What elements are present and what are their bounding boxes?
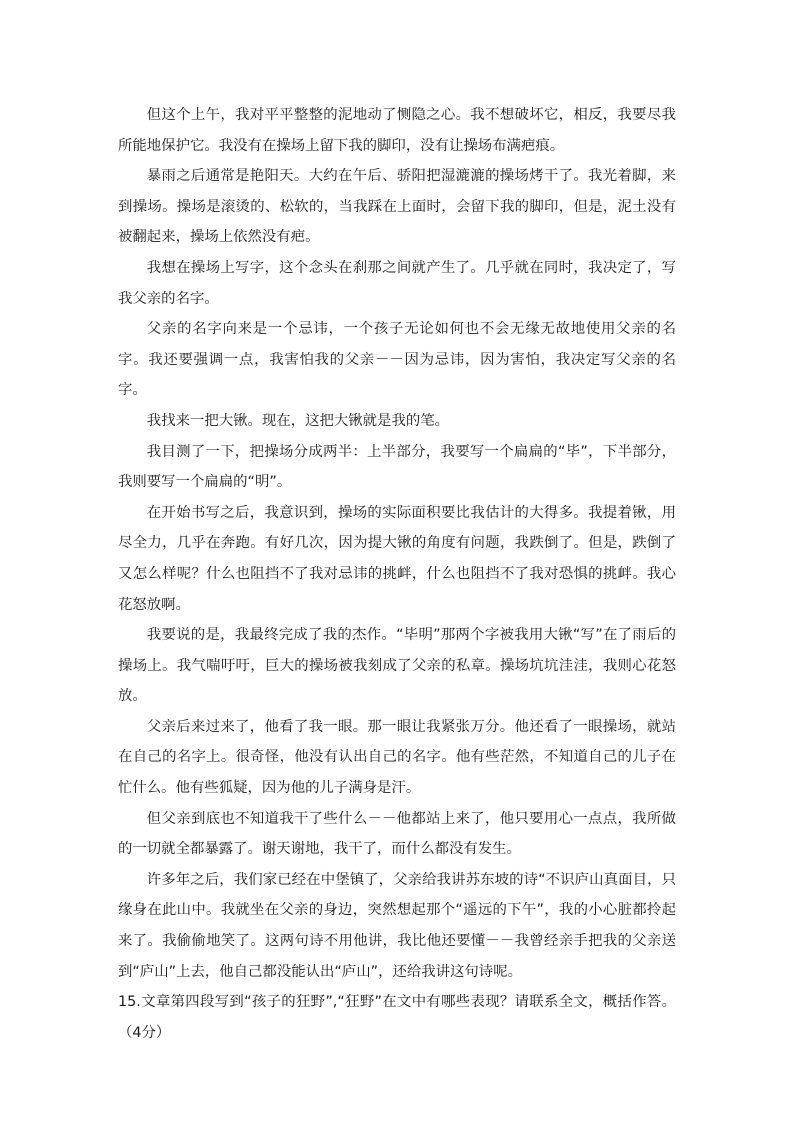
paragraph-10: 但父亲到底也不知道我干了些什么－－他都站上来了，他只要用心一点点，我所做的一切就全都暴露了。谢天谢地，我干了，而什么都没有发生。 — [118, 810, 676, 858]
paragraph-8: 我要说的是，我最终完成了我的杰作。“毕明”那两个字被我用大锹“写”在了雨后的操场上。我气喘吁吁，巨大的操场被我刻成了父亲的私章。操场坑坑洼洼，我则心花怒放。 — [118, 627, 676, 705]
document-body — [118, 100, 676, 1048]
paragraph-1: 但这个上午，我对平平整整的泥地动了恻隐之心。我不想破坏它，相反，我要尽我所能地保护它。我没有在操场上留下我的脚印，没有让操场布满疤痕。 — [118, 107, 676, 154]
paragraph-11: 许多年之后，我们家已经在中堡镇了，父亲给我讲苏东坡的诗“不识庐山真面目，只缘身在此山中。我就坐在父亲的身边，突然想起那个“遥远的下午”，我的小心脏都拎起来了。我偷偷地笑了。这两句诗不用他讲，我比他还要懂－－我曾经亲手把我的父亲送到“庐山”上去，他自己都没能认出“庐山”，还给我讲这句诗呢。 — [118, 871, 676, 980]
paragraph-2: 暴雨之后通常是艳阳天。大约在午后、骄阳把湿漉漉的操场烤干了。我光着脚，来到操场。操场是滚烫的、松软的，当我踩在上面时，会留下我的脚印，但是，泥土没有被翻起来，操场上依然没有疤。 — [118, 168, 676, 246]
paragraph-6: 我目测了一下，把操场分成两半：上半部分，我要写一个扁扁的“毕”，下半部分，我则要写一个扁扁的“明”。 — [118, 443, 676, 491]
paragraph-7: 在开始书写之后，我意识到，操场的实际面积要比我估计的大得多。我提着锹，用尽全力，几乎在奔跑。有好几次，因为提大锹的角度有问题，我跌倒了。但是，跌倒了又怎么样呢？什么也阻挡不了我对忌讳的挑衅，什么也阻挡不了我对恐惧的挑衅。我心花怒放啊。 — [118, 504, 676, 613]
paragraph-5: 我找来一把大锹。现在，这把大锹就是我的笔。 — [146, 412, 450, 429]
question-15: 15.文章第四段写到“孩子的狂野”,“狂野”在文中有哪些表现？请联系全文，概括作答。（4分） — [118, 994, 676, 1041]
paragraph-3: 我想在操场上写字，这个念头在刹那之间就产生了。几乎就在同时，我决定了，写我父亲的名字。 — [118, 259, 676, 307]
paragraph-4: 父亲的名字向来是一个忌讳，一个孩子无论如何也不会无缘无故地使用父亲的名字。我还要强调一点，我害怕我的父亲－－因为忌讳，因为害怕，我决定写父亲的名字。 — [118, 321, 676, 399]
paragraph-9: 父亲后来过来了，他看了我一眼。那一眼让我紧张万分。他还看了一眼操场，就站在自己的名字上。很奇怪，他没有认出自己的名字。他有些茫然，不知道自己的儿子在忙什么。他有些狐疑，因为他的儿子满身是汗。 — [118, 718, 676, 797]
